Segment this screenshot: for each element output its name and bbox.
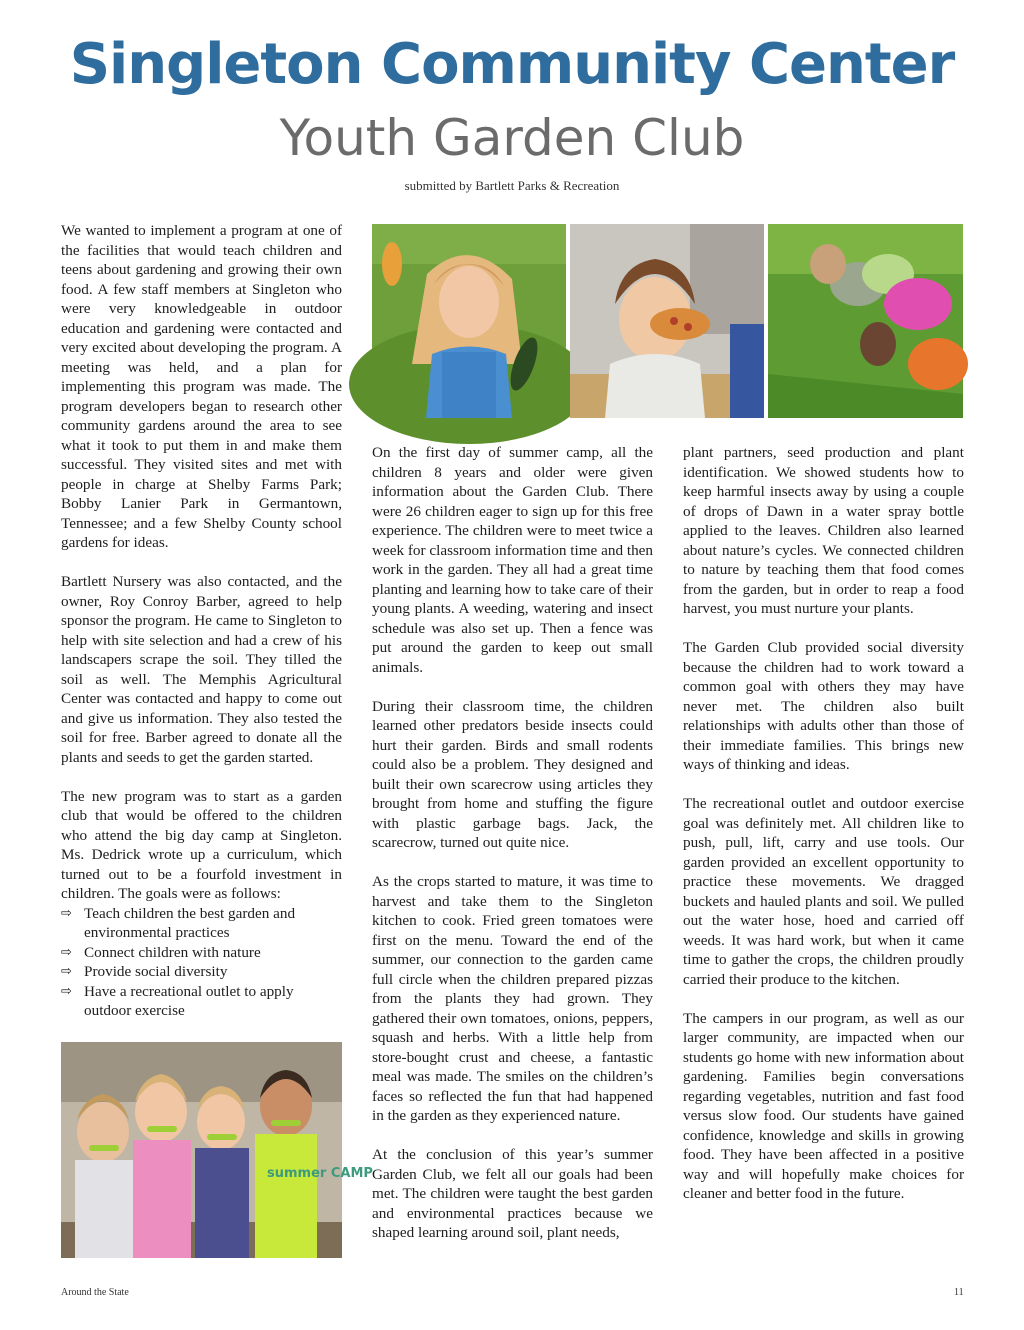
photo-girl-eating-pizza xyxy=(570,224,764,418)
paragraph: Bartlett Nursery was also contacted, and the owner, Roy Conroy Barber, agreed to help sponsor the program. He came to Singleton to help with site selection and had a crew of his landscapers scrape the soil. They tilled the soil as well. The Memphis Agricultural Center was contacted and happy to come out and give us information. They also tested the soil for free. Barber agreed to donate all the plants and seeds to get the garden started. xyxy=(61,573,342,766)
photo-girl-with-cucumber xyxy=(372,224,566,418)
paragraph: At the conclusion of this year’s summer Garden Club, we felt all our goals had been met. The children were taught the best garden and environmental practices because we shaped learning around soil, plant needs, xyxy=(372,1146,653,1241)
list-item-text: Teach children the best garden and environmental practices xyxy=(84,904,296,941)
list-item xyxy=(61,982,342,1021)
list-item xyxy=(61,962,342,982)
arrow-right-icon: ⇨ xyxy=(61,983,72,999)
list-item-text: Provide social diversity xyxy=(84,963,228,980)
byline: submitted by Bartlett Parks & Recreation xyxy=(404,178,620,193)
photo-girls-with-peppers xyxy=(61,1042,373,1258)
list-item xyxy=(61,943,342,963)
article-column-1 xyxy=(61,221,342,1021)
page-subtitle: Youth Garden Club xyxy=(279,109,745,167)
list-item-text: Connect children with nature xyxy=(84,943,261,961)
page-number: 11 xyxy=(954,1287,964,1298)
paragraph: As the crops started to mature, it was time to harvest and take them to the Singleton kitchen to cook. Fried green tomatoes were first on the menu. Toward the end of the summer, our connection to the garden came full circle when the children prepared pizzas from the plants they had grown. They gathered their own tomatoes, onions, peppers, squash and herbs. With a little help from store-bought crust and cheese, a fantastic meal was made. The smiles on the children’s faces so reflected the fun that had happened in the garden as they experienced nature. xyxy=(372,873,653,1124)
paragraph: During their classroom time, the children learned other predators beside insects could hurt their garden. Birds and small rodents could also be a problem. They designed and built their own scarecrow using articles they brought from home and stuffing the figure with plastic garbage bags. Jack, the scarecrow, turned out quite nice. xyxy=(372,697,653,851)
shirt-text: summer CAMP xyxy=(267,1166,373,1181)
arrow-right-icon: ⇨ xyxy=(61,944,72,960)
arrow-right-icon: ⇨ xyxy=(61,964,72,979)
footer-section-name: Around the State xyxy=(61,1287,129,1298)
list-item-text: Have a recreational outlet to apply outdoor exercise xyxy=(84,982,294,1019)
paragraph: The campers in our program, as well as our larger community, are impacted when our students go home with new information about gardening. Families begin conversations regarding vegetables, nutrition and fast food versus slow food. Our students have gained confidence, knowledge and skills in growing food. They have been affected in a positive way and will hopefully make choices for cleaner and better food in the future. xyxy=(683,1009,964,1202)
paragraph: plant partners, seed production and plant identification. We showed students how to keep harmful insects away by using a couple of drops of Dawn in a water spray bottle applied to the leaves. Children also learned about nature’s cycles. We connected children to nature by teaching them that food comes from the garden, but in order to reap a food harvest, you must nurture your plants. xyxy=(683,444,964,617)
photo-children-in-garden xyxy=(768,224,963,418)
paragraph: The new program was to start as a garden club that would be offered to the children who attend the big day camp at Singleton. Ms. Dedrick wrote up a curriculum, which turned out to be a fourfold investment in children. The goals were as follows: xyxy=(61,787,342,902)
list-item xyxy=(61,904,342,943)
article-column-3 xyxy=(683,443,964,1204)
paragraph: The Garden Club provided social diversity because the children had to work toward a common goal with others they may have never met. The children also built relationships with adults other than those of their immediate families. This brings new ways of thinking and ideas. xyxy=(683,639,964,773)
page-title: Singleton Community Center xyxy=(69,32,955,97)
arrow-right-icon: ⇨ xyxy=(61,905,72,921)
article-column-2 xyxy=(372,443,653,1243)
goals-list xyxy=(61,904,342,1021)
paragraph: On the first day of summer camp, all the children 8 years and older were given information about the Garden Club. There were 26 children eager to sign up for this free experience. The children were to meet twice a week for classroom information time and then work in the garden. They all had a great time planting and learning how to take care of their young plants. A weeding, watering and insect schedule was also set up. Then a fence was put around the garden to keep out small animals. xyxy=(372,444,653,676)
paragraph: We wanted to implement a program at one of the facilities that would teach children and teens about gardening and growing their own food. A few staff members at Singleton who were very knowledgeable in outdoor education and gardening were contacted and very excited about developing the program. A meeting was held, and a plan for implementing this program was made. The program developers began to research other community gardens around the area to see what it took to put them in and make them successful. They visited sites and met with people in charge at Shelby Farms Park; Bobby Lanier Park in Germantown, Tennessee; and a few Shelby County school gardens for ideas. xyxy=(61,222,342,551)
paragraph: The recreational outlet and outdoor exercise goal was definitely met. All children like to push, pull, lift, carry and use tools. Our garden provided an excellent opportunity to practice these movements. We dragged buckets and hauled plants and soil. We pulled out the water hose, hoed and carried off weeds. It was hard work, but when it came time to gather the crops, the children proudly carried their produce to the kitchen. xyxy=(683,795,964,988)
